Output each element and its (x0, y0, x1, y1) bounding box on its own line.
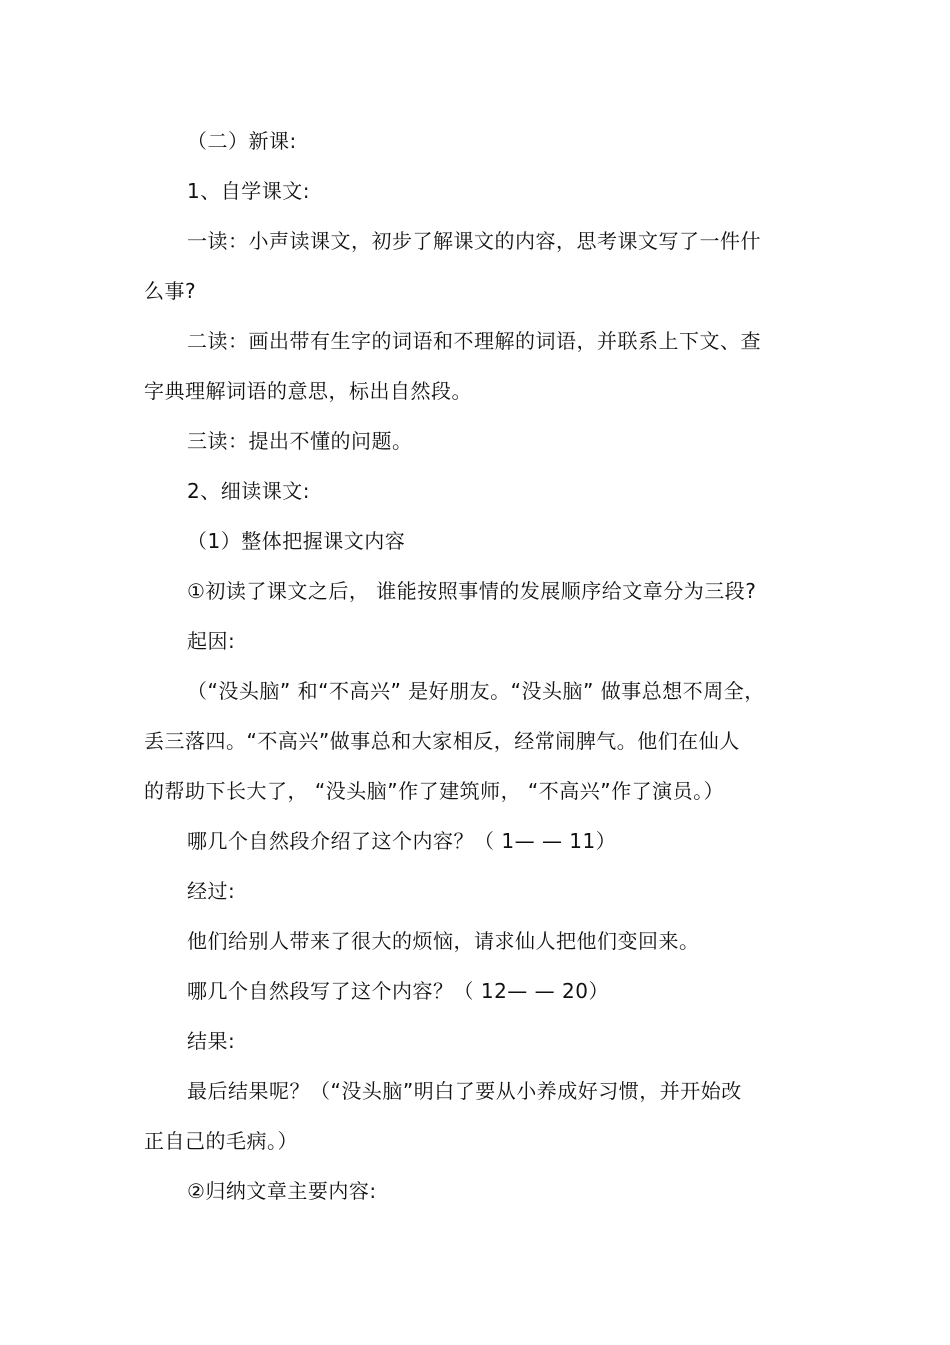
paragraph-process: 他们给别人带来了很大的烦恼，请求仙人把他们变回来。 (187, 929, 700, 953)
step-heading-detailed-reading: 2、细读课文: (187, 479, 310, 503)
label-process: 经过: (187, 879, 236, 903)
question-process-paragraphs: 哪几个自然段写了这个内容？（ 12— — 20） (187, 979, 609, 1003)
question-cause-paragraphs: 哪几个自然段介绍了这个内容？（ 1— — 11） (187, 829, 617, 853)
paragraph-third-reading: 三读：提出不懂的问题。 (187, 429, 413, 453)
section-heading-new-lesson: （二）新课: (187, 129, 297, 153)
step-heading-self-study: 1、自学课文: (187, 179, 310, 203)
paragraph-first-reading-cont: 么事? (144, 279, 197, 303)
paragraph-result-cont: 正自己的毛病。） (144, 1129, 298, 1153)
paragraph-cause-cont-1: 丢三落四。“不高兴”做事总和大家相反，经常闹脾气。他们在仙人 (144, 729, 740, 753)
question-divide-sections: ①初读了课文之后， 谁能按照事情的发展顺序给文章分为三段? (187, 579, 757, 603)
question-summarize-content: ②归纳文章主要内容: (187, 1179, 377, 1203)
paragraph-cause-cont-2: 的帮助下长大了， “没头脑”作了建筑师， “不高兴”作了演员。） (144, 779, 725, 803)
paragraph-second-reading: 二读：画出带有生字的词语和不理解的词语，并联系上下文、查 (187, 329, 761, 353)
paragraph-first-reading: 一读：小声读课文，初步了解课文的内容，思考课文写了一件什 (187, 229, 761, 253)
paragraph-second-reading-cont: 字典理解词语的意思，标出自然段。 (144, 379, 472, 403)
label-cause: 起因: (187, 629, 236, 653)
paragraph-result: 最后结果呢？（“没头脑”明白了要从小养成好习惯，并开始改 (187, 1079, 742, 1103)
paragraph-cause: （“没头脑” 和“不高兴” 是好朋友。“没头脑” 做事总想不周全， (187, 679, 765, 703)
label-result: 结果: (187, 1029, 236, 1053)
subheading-overall-content: （1）整体把握课文内容 (187, 529, 406, 553)
